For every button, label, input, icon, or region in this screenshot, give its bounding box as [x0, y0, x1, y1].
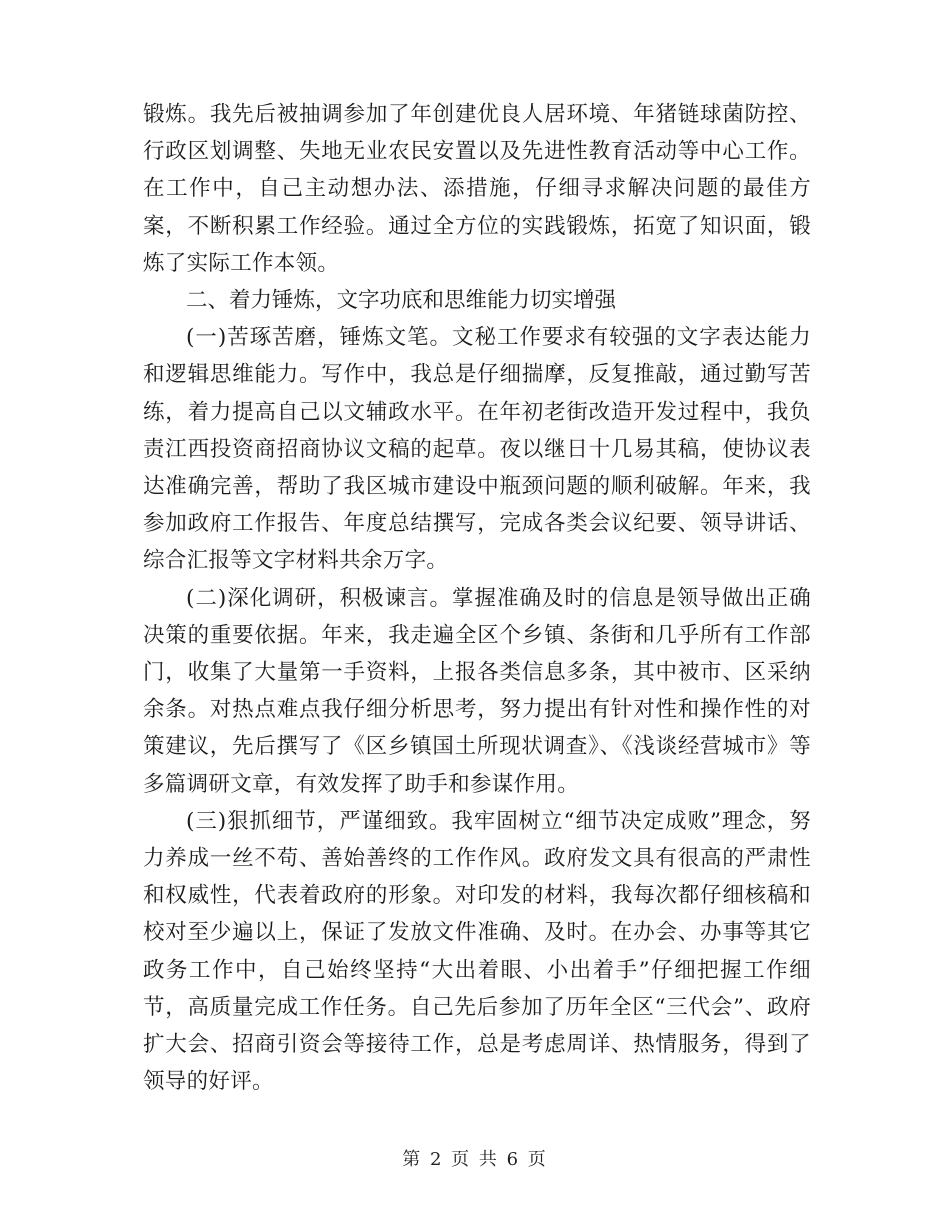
- paragraph-details: (三)狠抓细节，严谨细致。我牢固树立“细节决定成败”理念，努力养成一丝不苟、善始善终的工作作风。政府发文具有很高的严肃性和权威性，代表着政府的形象。对印发的材料，我每次都仔细核稿和校对至少遍以上，保证了发放文件准确、及时。在办会、办事等其它政务工作中，自己始终坚持“大出着眼、小出着手”仔细把握工作细节，高质量完成工作任务。自己先后参加了历年全区“三代会”、政府扩大会、招商引资会等接待工作，总是考虑周详、热情服务，得到了领导的好评。: [143, 808, 811, 1095]
- paragraph-research: (二)深化调研，积极谏言。掌握准确及时的信息是领导做出正确决策的重要依据。年来，我走遍全区个乡镇、条街和几乎所有工作部门，收集了大量第一手资料，上报各类信息多条，其中被市、区采纳余条。对热点难点我仔细分析思考，努力提出有针对性和操作性的对策建议，先后撰写了《区乡镇国土所现状调查》、《浅谈经营城市》等多篇调研文章，有效发挥了助手和参谋作用。: [143, 585, 811, 797]
- paragraph-continuation: 锻炼。我先后被抽调参加了年创建优良人居环境、年猪链球菌防控、行政区划调整、失地无业农民安置以及先进性教育活动等中心工作。在工作中，自己主动想办法、添措施，仔细寻求解决问题的最佳方案，不断积累工作经验。通过全方位的实践锻炼，拓宽了知识面，锻炼了实际工作本领。: [143, 102, 811, 276]
- paragraph-writing: (一)苦琢苦磨，锤炼文笔。文秘工作要求有较强的文字表达能力和逻辑思维能力。写作中，我总是仔细揣摩，反复推敲，通过勤写苦练，着力提高自己以文辅政水平。在年初老街改造开发过程中，我负责江西投资商招商协议文稿的起草。夜以继日十几易其稿，使协议表达准确完善，帮助了我区城市建设中瓶颈问题的顺利破解。年来，我参加政府工作报告、年度总结撰写，完成各类会议纪要、领导讲话、综合汇报等文字材料共余万字。: [143, 325, 811, 574]
- section-heading: 二、着力锤炼，文字功底和思维能力切实增强: [186, 288, 617, 314]
- page-number-footer: 第 2 页 共 6 页: [402, 1149, 548, 1170]
- document-body: [143, 96, 811, 1100]
